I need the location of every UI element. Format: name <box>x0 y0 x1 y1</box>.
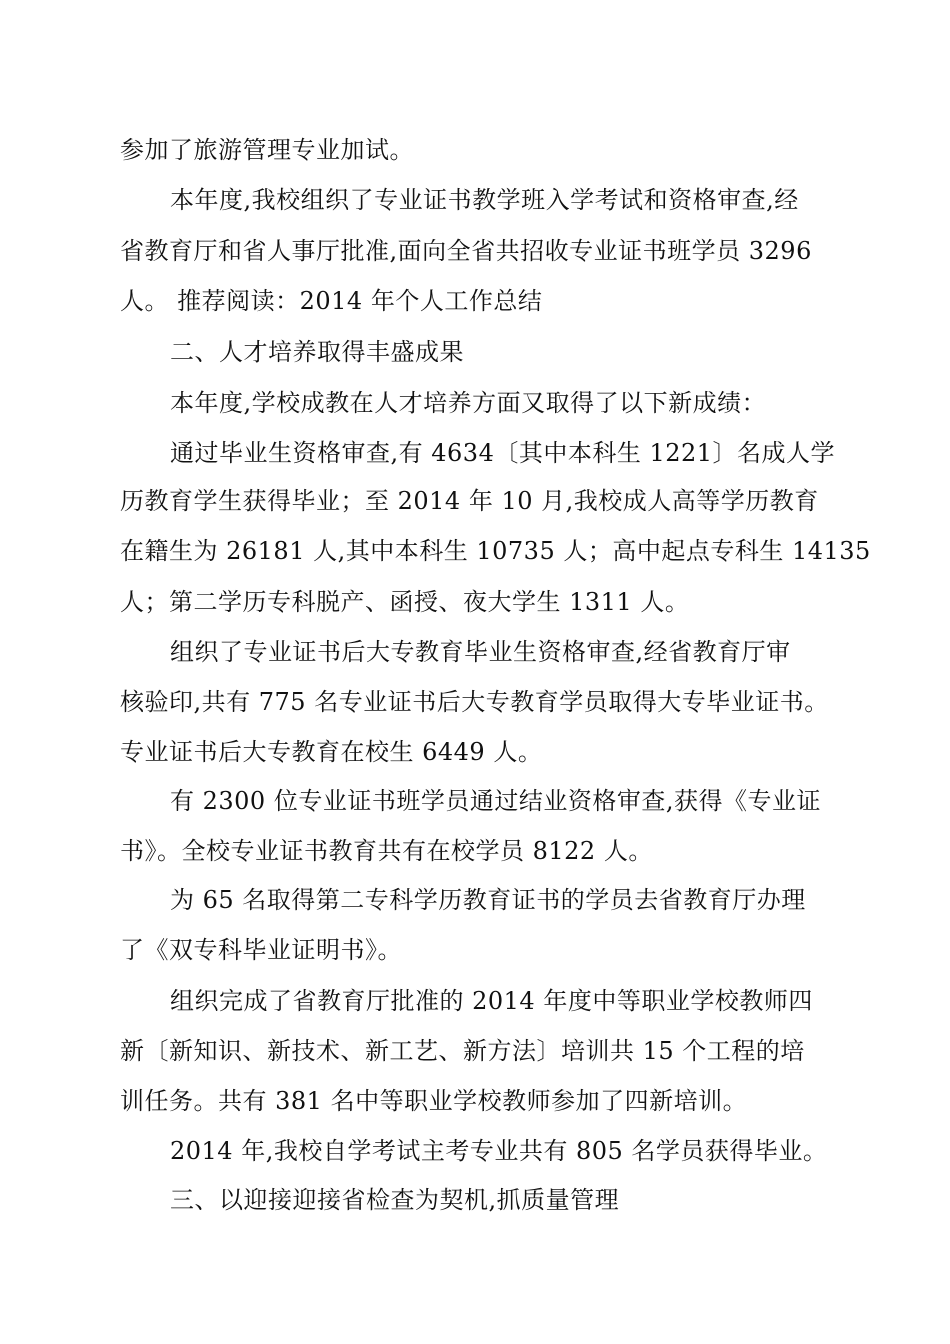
paragraph-line: 组织完成了省教育厅批准的 2014 年度中等职业学校教师四 <box>170 987 813 1015</box>
text-line: 专业证书后大专教育在校生 6449 人。 <box>120 738 543 766</box>
text-line: 省教育厅和省人事厅批准,面向全省共招收专业证书班学员 3296 <box>120 237 812 265</box>
text-line: 在籍生为 26181 人,其中本科生 10735 人；高中起点专科生 14135 <box>120 537 871 565</box>
text-line: 人；第二学历专科脱产、函授、夜大学生 1311 人。 <box>120 588 690 616</box>
paragraph-line: 通过毕业生资格审查,有 4634〔其中本科生 1221〕名成人学 <box>170 439 836 467</box>
section-heading: 二、人才培养取得丰盛成果 <box>170 338 464 366</box>
text-line: 新〔新知识、新技术、新工艺、新方法〕培训共 15 个工程的培 <box>120 1037 805 1065</box>
paragraph-line: 组织了专业证书后大专教育毕业生资格审查,经省教育厅审 <box>170 638 791 666</box>
text-line: 历教育学生获得毕业；至 2014 年 10 月,我校成人高等学历教育 <box>120 487 819 515</box>
paragraph-line: 有 2300 位专业证书班学员通过结业资格审查,获得《专业证 <box>170 787 821 815</box>
text-line: 核验印,共有 775 名专业证书后大专教育学员取得大专毕业证书。 <box>120 688 829 716</box>
paragraph-line: 本年度,我校组织了专业证书教学班入学考试和资格审查,经 <box>170 186 799 214</box>
text-line: 书》。全校专业证书教育共有在校学员 8122 人。 <box>120 837 653 865</box>
paragraph-line: 本年度,学校成教在人才培养方面又取得了以下新成绩： <box>170 389 767 417</box>
text-line: 人。 推荐阅读：2014 年个人工作总结 <box>120 287 543 315</box>
section-heading: 三、以迎接迎接省检查为契机,抓质量管理 <box>170 1186 620 1214</box>
text-line: 训任务。共有 381 名中等职业学校教师参加了四新培训。 <box>120 1087 748 1115</box>
paragraph-line: 2014 年,我校自学考试主考专业共有 805 名学员获得毕业。 <box>170 1137 828 1165</box>
text-line: 了《双专科毕业证明书》。 <box>120 936 402 964</box>
paragraph-line: 为 65 名取得第二专科学历教育证书的学员去省教育厅办理 <box>170 886 806 914</box>
text-line: 参加了旅游管理专业加试。 <box>120 136 414 164</box>
